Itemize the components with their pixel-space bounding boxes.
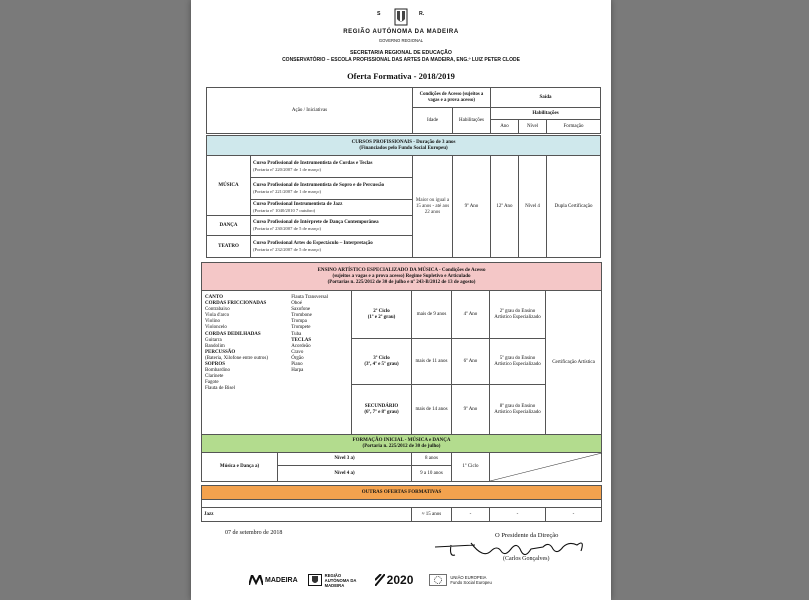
course-ref: (Portaria nº 230/2007 de 5 de março) xyxy=(253,225,322,231)
instrument-item: (Bateria, Xilofone entre outros) xyxy=(205,355,269,361)
region-name: REGIÃO AUTÓNOMA DA MADEIRA xyxy=(343,29,459,35)
instrument-item: CORDAS DEDILHADAS xyxy=(205,331,261,337)
government: GOVERNO REGIONAL xyxy=(378,38,424,43)
instrument-item: Fagote xyxy=(205,380,219,386)
eu-flag-icon xyxy=(429,574,447,586)
table-header xyxy=(206,87,601,134)
other-band-title: OUTRAS OFERTAS FORMATIVAS xyxy=(202,486,602,500)
instrument-item: Flauta de Bisel xyxy=(205,386,235,392)
instrument-item: Trompete xyxy=(291,325,311,331)
madeira-logo-text: MADEIRA xyxy=(265,576,298,584)
level-idade: mais de 9 anos xyxy=(412,291,452,339)
madeira-mark-icon xyxy=(249,575,263,585)
col-idade: Idade xyxy=(413,108,453,134)
initial-nivel3: Nível 3 a) xyxy=(278,453,412,466)
president-title: O Presidente da Direção xyxy=(495,532,559,539)
course-ref: (Portaria nº 220/2007 de 1 de março) xyxy=(253,166,322,172)
instrument-item: Acordeão xyxy=(291,343,311,349)
initial-band-title: FORMAÇÃO INICIAL - MÚSICA e DANÇA xyxy=(352,437,451,443)
level-ciclo: 3º Ciclo xyxy=(373,355,390,361)
specialized-music-table xyxy=(201,262,602,435)
other-area: Jazz xyxy=(202,508,412,522)
program-2020-text: 2020 xyxy=(386,573,414,587)
professional-band-sub: (Financiados pelo Fundo Social Europeu) xyxy=(359,145,448,151)
instrument-item: Bombardino xyxy=(205,368,230,374)
instrument-item: TECLAS xyxy=(291,337,312,343)
level-hab: 6º Ano xyxy=(452,339,490,385)
course-ref: (Portaria nº 232/2007 de 5 de março) xyxy=(253,246,322,252)
eu-text xyxy=(450,575,491,585)
specialized-band-sub2: (Portarias n. 225/2012 de 30 de julho e nº 243-B/2012 de 13 de agosto) xyxy=(327,279,476,285)
col-habilitacoes: Habilitações xyxy=(453,108,491,134)
course-ref: (Portaria nº 221/2007 de 1 de março) xyxy=(253,188,322,194)
professional-courses-table xyxy=(206,135,601,258)
diagonal-line xyxy=(490,453,602,481)
instrument-item: Guitarra xyxy=(205,337,222,343)
program-mark-icon xyxy=(375,574,385,586)
coat-of-arms-logo xyxy=(387,8,415,30)
instrument-item: Tuba xyxy=(291,331,302,337)
other-dash: - xyxy=(452,508,490,522)
president-name: (Carlos Gonçalves) xyxy=(503,556,550,562)
specialized-formacao: Certificação Artística xyxy=(546,291,602,435)
level-row xyxy=(352,291,412,339)
region-logo xyxy=(308,573,365,588)
course-row xyxy=(251,178,413,200)
initial-blank-cell xyxy=(490,453,602,482)
course-row xyxy=(251,156,413,178)
level-idade: mais de 14 anos xyxy=(412,385,452,435)
instrument-item: Oboé xyxy=(291,301,303,307)
level-ciclo: 2º Ciclo xyxy=(373,308,390,314)
page-title: Oferta Formativa - 2018/2019 xyxy=(347,71,455,81)
course-name: Curso Profissional Artes do Espectáculo – Interpretação xyxy=(253,240,373,246)
course-row xyxy=(251,200,413,216)
eu-logo xyxy=(429,574,491,586)
prof-ano: 12º Ano xyxy=(491,156,519,258)
course-ref: (Portaria nº 1040/2010 7 outubro) xyxy=(253,207,316,213)
col-condicoes: Condições de Acesso (sujeitos a vagas e a prova acesso) xyxy=(413,88,491,108)
instrument-item: Trompa xyxy=(291,319,307,325)
instruments-col-2 xyxy=(291,295,348,393)
madeira-logo xyxy=(249,575,298,585)
level-row xyxy=(352,385,412,435)
col-formacao: Formação xyxy=(547,120,601,134)
initial-idade3: 8 anos xyxy=(412,453,452,466)
level-row xyxy=(352,339,412,385)
instrument-item: Órgão xyxy=(291,355,304,361)
initial-training-table xyxy=(201,434,602,482)
instrument-item: Flauta Transversal xyxy=(291,295,328,300)
instrument-item: Clarinete xyxy=(205,374,224,380)
other-dash: - xyxy=(546,508,602,522)
col-habilitacoes-saida: Habilitações xyxy=(491,108,601,120)
level-graus: (6º, 7º e 8º grau) xyxy=(364,409,399,415)
other-idade: ≈ 15 anos xyxy=(412,508,452,522)
course-name: Curso Profissional de Instrumentista de Sopro e de Percussão xyxy=(253,182,385,188)
instrument-item: Viola d'arco xyxy=(205,313,230,319)
level-graus: (1º e 2º grau) xyxy=(367,314,396,320)
initials-right: R. xyxy=(419,11,425,17)
eu-text-1: UNIÃO EUROPEIA xyxy=(450,575,487,580)
instrument-item: CORDAS FRICCIONADAS xyxy=(205,301,267,307)
initials-left: S xyxy=(377,11,381,17)
region-shield-icon xyxy=(308,574,322,586)
col-ano: Ano xyxy=(491,120,519,134)
instrument-item: Trombone xyxy=(291,313,312,319)
document-date: 07 de setembro de 2018 xyxy=(225,530,283,536)
specialized-band-sub1: (sujeitos a vagas e a prova acesso) Regime Supletivo e Articulado xyxy=(332,273,471,279)
initial-nivel4: Nível 4 a) xyxy=(278,466,412,482)
program-2020-logo xyxy=(375,573,414,587)
instrument-item: Violoncelo xyxy=(205,325,227,331)
professional-band-title: CURSOS PROFISSIONAIS - Duração de 3 anos xyxy=(351,139,456,145)
spacer-row xyxy=(202,500,602,508)
level-idade: mais de 11 anos xyxy=(412,339,452,385)
specialized-band xyxy=(202,263,602,291)
instrument-item: Piano xyxy=(291,362,303,368)
prof-idade: Maior ou igual a 15 anos - até aos 22 anos xyxy=(413,156,453,258)
level-saida: 5º grau do Ensino Artístico Especializado xyxy=(490,339,546,385)
area-musica: MÚSICA xyxy=(207,156,251,216)
instrument-item: SOPROS xyxy=(205,362,226,368)
funding-logos xyxy=(249,568,621,592)
instrument-item: Harpa xyxy=(291,368,304,374)
course-name: Curso Profissional de Intérprete de Dança Contemporânea xyxy=(253,219,379,225)
level-saida: 8º grau do Ensino Artístico Especializado xyxy=(490,385,546,435)
secretariat: SECRETARIA REGIONAL DE EDUCAÇÃO xyxy=(350,50,452,56)
level-hab: 4º Ano xyxy=(452,291,490,339)
region-logo-text: REGIÃO AUTÓNOMA DA MADEIRA xyxy=(324,572,357,588)
document-page xyxy=(191,0,611,600)
instrument-item: CANTO xyxy=(205,295,223,300)
prof-habilitacoes: 9º Ano xyxy=(453,156,491,258)
initial-idade4: 9 a 10 anos xyxy=(412,466,452,482)
other-dash: - xyxy=(490,508,546,522)
instrument-item: Bandolim xyxy=(205,343,225,349)
col-saida: Saída xyxy=(491,88,601,108)
instrument-item: Cravo xyxy=(291,349,304,355)
col-acao: Ação / Iniciativas xyxy=(207,88,413,134)
area-danca: DANÇA xyxy=(207,216,251,236)
instrument-item: PERCUSSÃO xyxy=(205,349,236,355)
prof-formacao: Dupla Certificação xyxy=(547,156,601,258)
level-hab: 9º Ano xyxy=(452,385,490,435)
area-teatro: TEATRO xyxy=(207,236,251,258)
school-name: CONSERVATÓRIO – ESCOLA PROFISSIONAL DAS ARTES DA MADEIRA, ENG.º LUIZ PETER CLODE xyxy=(282,57,520,63)
course-row xyxy=(251,236,413,258)
course-name: Curso Profissional de Instrumentista de Cordas e Teclas xyxy=(253,160,373,166)
eu-text-2: Fundo Social Europeu xyxy=(450,580,492,585)
initial-hab: 1º Ciclo xyxy=(452,453,490,482)
other-offers-table xyxy=(201,485,602,522)
course-row xyxy=(251,216,413,236)
prof-nivel: Nível 4 xyxy=(519,156,547,258)
initial-band xyxy=(202,435,602,453)
professional-band xyxy=(207,136,601,156)
course-name: Curso Profissional Instrumentista de Jazz xyxy=(253,201,343,207)
initial-band-sub: (Portaria n. 225/2012 de 30 de julho) xyxy=(362,443,441,449)
instrument-item: Violino xyxy=(205,319,220,325)
instrument-item: Contrabaixo xyxy=(205,307,230,313)
level-graus: (3º, 4º e 5º grau) xyxy=(364,361,399,367)
instruments-cell xyxy=(202,291,352,435)
instruments-col-1 xyxy=(205,295,291,393)
instrument-item: Saxofone xyxy=(291,307,311,313)
specialized-band-title: ENSINO ARTÍSTICO ESPECIALIZADO DA MÚSICA - Condições de Acesso xyxy=(317,267,486,273)
col-nivel: Nível xyxy=(519,120,547,134)
level-saida: 2º grau do Ensino Artístico Especializado xyxy=(490,291,546,339)
level-ciclo: SECUNDÁRIO xyxy=(364,403,399,409)
initial-area: Música e Dança a) xyxy=(202,453,278,482)
